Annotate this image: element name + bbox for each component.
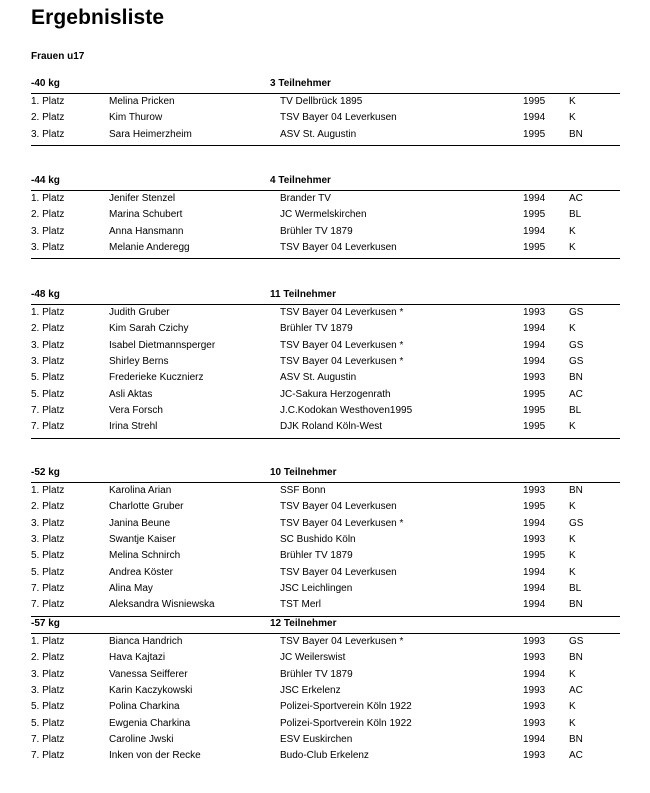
birth-year: 1993 (523, 685, 546, 697)
athlete-name: Janina Beune (109, 517, 171, 529)
athlete-name: Charlotte Gruber (109, 501, 184, 513)
club-name: TSV Bayer 04 Leverkusen * (280, 517, 404, 529)
result-row (31, 370, 620, 386)
section-divider (31, 436, 620, 439)
birth-year: 1993 (523, 485, 546, 496)
club-name: TSV Bayer 04 Leverkusen * (280, 636, 404, 647)
placement: 3. Platz (31, 339, 65, 351)
athlete-name: Andrea Köster (109, 566, 173, 578)
placement: 3. Platz (31, 517, 65, 529)
region-code: BN (569, 734, 583, 746)
placement: 7. Platz (31, 599, 65, 611)
birth-year: 1994 (523, 517, 546, 529)
birth-year: 1995 (523, 242, 546, 254)
region-code: GS (569, 307, 584, 318)
athlete-name: Bianca Handrich (109, 636, 183, 647)
club-name: Brühler TV 1879 (280, 225, 353, 237)
region-code: BN (569, 599, 583, 611)
placement: 2. Platz (31, 323, 65, 335)
region-code: GS (569, 356, 584, 368)
athlete-name: Inken von der Recke (109, 750, 201, 762)
birth-year: 1995 (523, 421, 546, 433)
result-row (31, 748, 620, 764)
region-code: AC (569, 193, 583, 204)
result-row (31, 597, 620, 613)
club-name: TSV Bayer 04 Leverkusen (280, 566, 397, 578)
result-row (31, 732, 620, 748)
athlete-name: Isabel Dietmannsperger (109, 339, 216, 351)
birth-year: 1994 (523, 225, 546, 237)
club-name: JSC Erkelenz (280, 685, 341, 697)
participant-count: 11 Teilnehmer (270, 289, 336, 300)
athlete-name: Polina Charkina (109, 701, 180, 713)
region-code: K (569, 717, 576, 729)
club-name: TSV Bayer 04 Leverkusen (280, 501, 397, 513)
club-name: TV Dellbrück 1895 (280, 96, 363, 107)
club-name: ASV St. Augustin (280, 128, 357, 140)
placement: 7. Platz (31, 421, 65, 433)
region-code: GS (569, 636, 584, 647)
athlete-name: Swantje Kaiser (109, 534, 176, 546)
section-divider (31, 143, 620, 146)
placement: 3. Platz (31, 685, 65, 697)
birth-year: 1995 (523, 209, 546, 221)
result-row (31, 699, 620, 715)
placement: 7. Platz (31, 405, 65, 417)
club-name: JC Weilerswist (280, 652, 346, 664)
placement: 3. Platz (31, 356, 65, 368)
result-row (31, 565, 620, 581)
region-code: BL (569, 405, 582, 417)
birth-year: 1993 (523, 750, 546, 762)
result-row (31, 305, 620, 321)
region-code: K (569, 550, 576, 562)
athlete-name: Melina Pricken (109, 96, 175, 107)
athlete-name: Kim Sarah Czichy (109, 323, 189, 335)
region-code: K (569, 701, 576, 713)
region-code: K (569, 323, 576, 335)
athlete-name: Ewgenia Charkina (109, 717, 191, 729)
placement: 1. Platz (31, 307, 65, 318)
athlete-name: Caroline Jwski (109, 734, 174, 746)
result-row (31, 667, 620, 683)
club-name: SC Bushido Köln (280, 534, 356, 546)
placement: 5. Platz (31, 550, 65, 562)
placement: 3. Platz (31, 242, 65, 254)
weight-class-header (31, 288, 620, 305)
club-name: Polizei-Sportverein Köln 1922 (280, 701, 412, 713)
athlete-name: Anna Hansmann (109, 225, 184, 237)
birth-year: 1993 (523, 717, 546, 729)
birth-year: 1994 (523, 734, 546, 746)
weight-class-section (31, 466, 620, 617)
weight-class-section (31, 77, 620, 146)
result-row (31, 581, 620, 597)
placement: 5. Platz (31, 388, 65, 400)
region-code: K (569, 668, 576, 680)
page-subtitle: Frauen u17 (31, 51, 85, 62)
club-name: Brühler TV 1879 (280, 550, 353, 562)
placement: 5. Platz (31, 566, 65, 578)
result-row (31, 532, 620, 548)
weight-class-label: -40 kg (31, 78, 60, 89)
placement: 7. Platz (31, 583, 65, 595)
weight-class-header (31, 77, 620, 94)
club-name: DJK Roland Köln-West (280, 421, 383, 433)
result-row (31, 110, 620, 126)
birth-year: 1995 (523, 96, 546, 107)
birth-year: 1993 (523, 307, 546, 318)
region-code: BN (569, 485, 583, 496)
birth-year: 1993 (523, 372, 546, 384)
athlete-name: Melina Schnirch (109, 550, 181, 562)
athlete-name: Judith Gruber (109, 307, 170, 318)
club-name: Brühler TV 1879 (280, 668, 353, 680)
athlete-name: Alina May (109, 583, 153, 595)
placement: 1. Platz (31, 485, 65, 496)
result-row (31, 403, 620, 419)
birth-year: 1994 (523, 583, 546, 595)
birth-year: 1995 (523, 128, 546, 140)
result-row (31, 127, 620, 143)
result-row (31, 338, 620, 354)
result-row (31, 650, 620, 666)
club-name: TST Merl (280, 599, 321, 611)
birth-year: 1995 (523, 550, 546, 562)
result-row (31, 499, 620, 515)
club-name: JC Wermelskirchen (280, 209, 367, 221)
region-code: K (569, 225, 576, 237)
placement: 2. Platz (31, 112, 65, 124)
section-divider (31, 256, 620, 259)
region-code: K (569, 421, 576, 433)
region-code: AC (569, 685, 583, 697)
placement: 2. Platz (31, 652, 65, 664)
athlete-name: Sara Heimerzheim (109, 128, 192, 140)
result-row (31, 483, 620, 499)
athlete-name: Asli Aktas (109, 388, 153, 400)
athlete-name: Karolina Arian (109, 485, 172, 496)
weight-class-label: -57 kg (31, 618, 60, 629)
club-name: SSF Bonn (280, 485, 326, 496)
placement: 3. Platz (31, 534, 65, 546)
region-code: K (569, 534, 576, 546)
result-row (31, 240, 620, 256)
region-code: K (569, 242, 576, 254)
placement: 2. Platz (31, 209, 65, 221)
birth-year: 1994 (523, 668, 546, 680)
club-name: Budo-Club Erkelenz (280, 750, 369, 762)
result-row (31, 94, 620, 110)
weight-class-header (31, 617, 620, 634)
participant-count: 12 Teilnehmer (270, 618, 337, 629)
birth-year: 1995 (523, 405, 546, 417)
region-code: GS (569, 339, 584, 351)
club-name: ESV Euskirchen (280, 734, 353, 746)
club-name: JSC Leichlingen (280, 583, 353, 595)
athlete-name: Marina Schubert (109, 209, 183, 221)
participant-count: 3 Teilnehmer (270, 78, 331, 89)
birth-year: 1994 (523, 599, 546, 611)
result-row (31, 321, 620, 337)
weight-class-header (31, 466, 620, 483)
athlete-name: Kim Thurow (109, 112, 163, 124)
birth-year: 1994 (523, 566, 546, 578)
club-name: TSV Bayer 04 Leverkusen * (280, 356, 404, 368)
region-code: K (569, 566, 576, 578)
club-name: TSV Bayer 04 Leverkusen (280, 242, 397, 254)
region-code: BL (569, 583, 582, 595)
region-code: K (569, 96, 576, 107)
athlete-name: Aleksandra Wisniewska (109, 599, 215, 611)
result-row (31, 548, 620, 564)
placement: 1. Platz (31, 96, 65, 107)
result-row (31, 207, 620, 223)
athlete-name: Irina Strehl (109, 421, 158, 433)
region-code: BN (569, 372, 583, 384)
birth-year: 1994 (523, 193, 546, 204)
weight-class-section (31, 174, 620, 259)
placement: 5. Platz (31, 372, 65, 384)
club-name: Brander TV (280, 193, 331, 204)
birth-year: 1993 (523, 701, 546, 713)
athlete-name: Frederieke Kucznierz (109, 372, 204, 384)
club-name: Brühler TV 1879 (280, 323, 353, 335)
result-row (31, 191, 620, 207)
placement: 1. Platz (31, 636, 65, 647)
athlete-name: Vanessa Seifferer (109, 668, 188, 680)
weight-class-label: -44 kg (31, 175, 60, 186)
region-code: K (569, 112, 576, 124)
region-code: AC (569, 388, 583, 400)
region-code: BN (569, 652, 583, 664)
athlete-name: Hava Kajtazi (109, 652, 166, 664)
club-name: JC-Sakura Herzogenrath (280, 388, 391, 400)
result-row (31, 716, 620, 732)
birth-year: 1995 (523, 388, 546, 400)
region-code: BL (569, 209, 582, 221)
participant-count: 4 Teilnehmer (270, 175, 331, 186)
weight-class-label: -48 kg (31, 289, 60, 300)
weight-class-section (31, 288, 620, 439)
result-row (31, 419, 620, 435)
club-name: Polizei-Sportverein Köln 1922 (280, 717, 412, 729)
result-row (31, 354, 620, 370)
region-code: BN (569, 128, 583, 140)
placement: 7. Platz (31, 734, 65, 746)
placement: 2. Platz (31, 501, 65, 513)
result-row (31, 634, 620, 650)
club-name: ASV St. Augustin (280, 372, 357, 384)
athlete-name: Jenifer Stenzel (109, 193, 176, 204)
result-row (31, 224, 620, 240)
placement: 5. Platz (31, 701, 65, 713)
region-code: GS (569, 517, 584, 529)
weight-class-section (31, 617, 620, 765)
birth-year: 1994 (523, 112, 546, 124)
placement: 1. Platz (31, 193, 65, 204)
athlete-name: Shirley Berns (109, 356, 169, 368)
birth-year: 1995 (523, 501, 546, 513)
weight-class-label: -52 kg (31, 467, 60, 478)
birth-year: 1993 (523, 636, 546, 647)
placement: 3. Platz (31, 225, 65, 237)
result-row (31, 516, 620, 532)
birth-year: 1994 (523, 323, 546, 335)
result-row (31, 387, 620, 403)
birth-year: 1993 (523, 652, 546, 664)
club-name: TSV Bayer 04 Leverkusen * (280, 339, 404, 351)
placement: 3. Platz (31, 128, 65, 140)
athlete-name: Vera Forsch (109, 405, 163, 417)
birth-year: 1994 (523, 339, 546, 351)
club-name: TSV Bayer 04 Leverkusen * (280, 307, 404, 318)
region-code: AC (569, 750, 583, 762)
region-code: K (569, 501, 576, 513)
placement: 7. Platz (31, 750, 65, 762)
weight-class-header (31, 174, 620, 191)
placement: 5. Platz (31, 717, 65, 729)
placement: 3. Platz (31, 668, 65, 680)
page-title: Ergebnisliste (31, 6, 165, 29)
club-name: J.C.Kodokan Westhoven1995 (280, 405, 413, 417)
athlete-name: Melanie Anderegg (109, 242, 190, 254)
result-row (31, 683, 620, 699)
birth-year: 1993 (523, 534, 546, 546)
birth-year: 1994 (523, 356, 546, 368)
participant-count: 10 Teilnehmer (270, 467, 337, 478)
club-name: TSV Bayer 04 Leverkusen (280, 112, 397, 124)
athlete-name: Karin Kaczykowski (109, 685, 193, 697)
